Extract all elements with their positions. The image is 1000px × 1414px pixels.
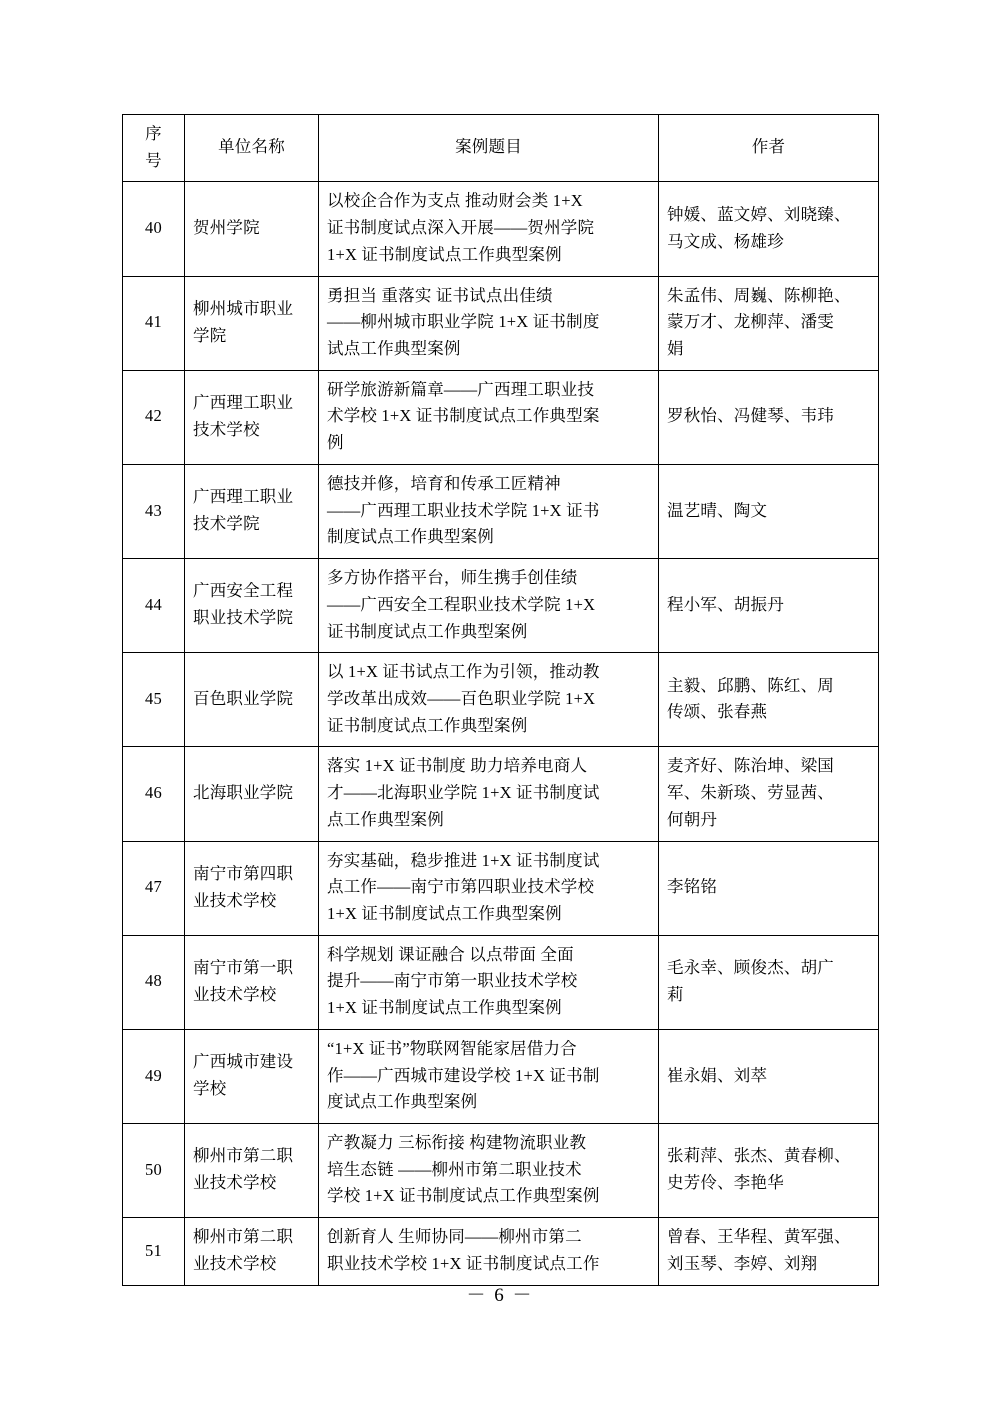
cell-title: 科学规划 课证融合 以点带面 全面 提升——南宁市第一职业技术学校 1+X 证书制度试点工作典型案例 [319,935,659,1029]
table-row [123,464,879,558]
cell-seq: 46 [123,747,185,841]
cell-unit: 南宁市第四职 业技术学校 [185,841,319,935]
typical-cases-table [122,114,879,1286]
table-row [123,747,879,841]
cell-author: 温艺晴、陶文 [659,464,879,558]
cell-author: 朱孟伟、周巍、陈柳艳、 蒙万才、龙柳萍、潘雯 娟 [659,276,879,370]
table-row [123,653,879,747]
column-header-title: 案例题目 [319,115,659,182]
column-header-unit: 单位名称 [185,115,319,182]
cell-seq: 43 [123,464,185,558]
cell-author: 崔永娟、刘萃 [659,1029,879,1123]
cell-author: 张莉萍、张杰、黄春柳、 史芳伶、李艳华 [659,1124,879,1218]
cell-unit: 柳州城市职业 学院 [185,276,319,370]
cell-unit: 南宁市第一职 业技术学校 [185,935,319,1029]
cell-seq: 47 [123,841,185,935]
cell-title: 产教凝力 三标衔接 构建物流职业教 培生态链 ——柳州市第二职业技术 学校 1+X 证书制度试点工作典型案例 [319,1124,659,1218]
cell-seq: 42 [123,370,185,464]
cell-seq: 45 [123,653,185,747]
cell-author: 曾春、王华程、黄军强、 刘玉琴、李婷、刘翔 [659,1218,879,1285]
cell-seq: 41 [123,276,185,370]
cell-author: 李铭铭 [659,841,879,935]
cell-unit: 广西理工职业 技术学院 [185,464,319,558]
cell-author: 钟媛、蓝文婷、刘晓臻、 马文成、杨雄珍 [659,182,879,276]
table-row [123,1218,879,1285]
cell-unit: 百色职业学院 [185,653,319,747]
cell-title: 落实 1+X 证书制度 助力培养电商人 才——北海职业学院 1+X 证书制度试 点工作典型案例 [319,747,659,841]
table-body [123,182,879,1285]
column-header-seq-line2: 号 [145,150,162,170]
cell-title: “1+X 证书”物联网智能家居借力合 作——广西城市建设学校 1+X 证书制 度试点工作典型案例 [319,1029,659,1123]
cell-title: 勇担当 重落实 证书试点出佳绩 ——柳州城市职业学院 1+X 证书制度 试点工作典型案例 [319,276,659,370]
cell-title: 夯实基础，稳步推进 1+X 证书制度试 点工作——南宁市第四职业技术学校 1+X 证书制度试点工作典型案例 [319,841,659,935]
cell-unit: 广西理工职业 技术学校 [185,370,319,464]
column-header-author: 作者 [659,115,879,182]
table-header-row [123,115,879,182]
cell-seq: 48 [123,935,185,1029]
table-row [123,182,879,276]
cell-seq: 49 [123,1029,185,1123]
cell-title: 以 1+X 证书试点工作为引领，推动教 学改革出成效——百色职业学院 1+X 证书制度试点工作典型案例 [319,653,659,747]
cell-author: 毛永幸、顾俊杰、胡广 莉 [659,935,879,1029]
cell-title: 多方协作搭平台，师生携手创佳绩 ——广西安全工程职业技术学院 1+X 证书制度试点工作典型案例 [319,559,659,653]
cell-unit: 广西安全工程 职业技术学院 [185,559,319,653]
table-row [123,559,879,653]
table-row [123,1124,879,1218]
column-header-seq-line1: 序 [145,124,162,143]
cell-unit: 广西城市建设 学校 [185,1029,319,1123]
table-row [123,935,879,1029]
cell-unit: 柳州市第二职 业技术学校 [185,1218,319,1285]
cell-author: 主毅、邱鹏、陈红、周 传颂、张春燕 [659,653,879,747]
table-row [123,1029,879,1123]
cell-author: 程小军、胡振丹 [659,559,879,653]
cell-title: 研学旅游新篇章——广西理工职业技 术学校 1+X 证书制度试点工作典型案 例 [319,370,659,464]
cell-unit: 北海职业学院 [185,747,319,841]
cell-author: 罗秋怡、冯健琴、韦玮 [659,370,879,464]
cell-seq: 40 [123,182,185,276]
cell-author: 麦齐好、陈治坤、梁国 军、朱新琰、劳显茜、 何朝丹 [659,747,879,841]
cell-seq: 51 [123,1218,185,1285]
cell-title: 以校企合作为支点 推动财会类 1+X 证书制度试点深入开展——贺州学院 1+X 证书制度试点工作典型案例 [319,182,659,276]
table-row [123,370,879,464]
cell-title: 创新育人 生师协同——柳州市第二 职业技术学校 1+X 证书制度试点工作 [319,1218,659,1285]
cell-seq: 44 [123,559,185,653]
table-row [123,276,879,370]
cell-unit: 柳州市第二职 业技术学校 [185,1124,319,1218]
page-number: － 6 － [466,1285,534,1306]
cell-title: 德技并修，培育和传承工匠精神 ——广西理工职业技术学院 1+X 证书 制度试点工作典型案例 [319,464,659,558]
cell-unit: 贺州学院 [185,182,319,276]
cell-seq: 50 [123,1124,185,1218]
table-row [123,841,879,935]
column-header-seq [123,115,185,182]
